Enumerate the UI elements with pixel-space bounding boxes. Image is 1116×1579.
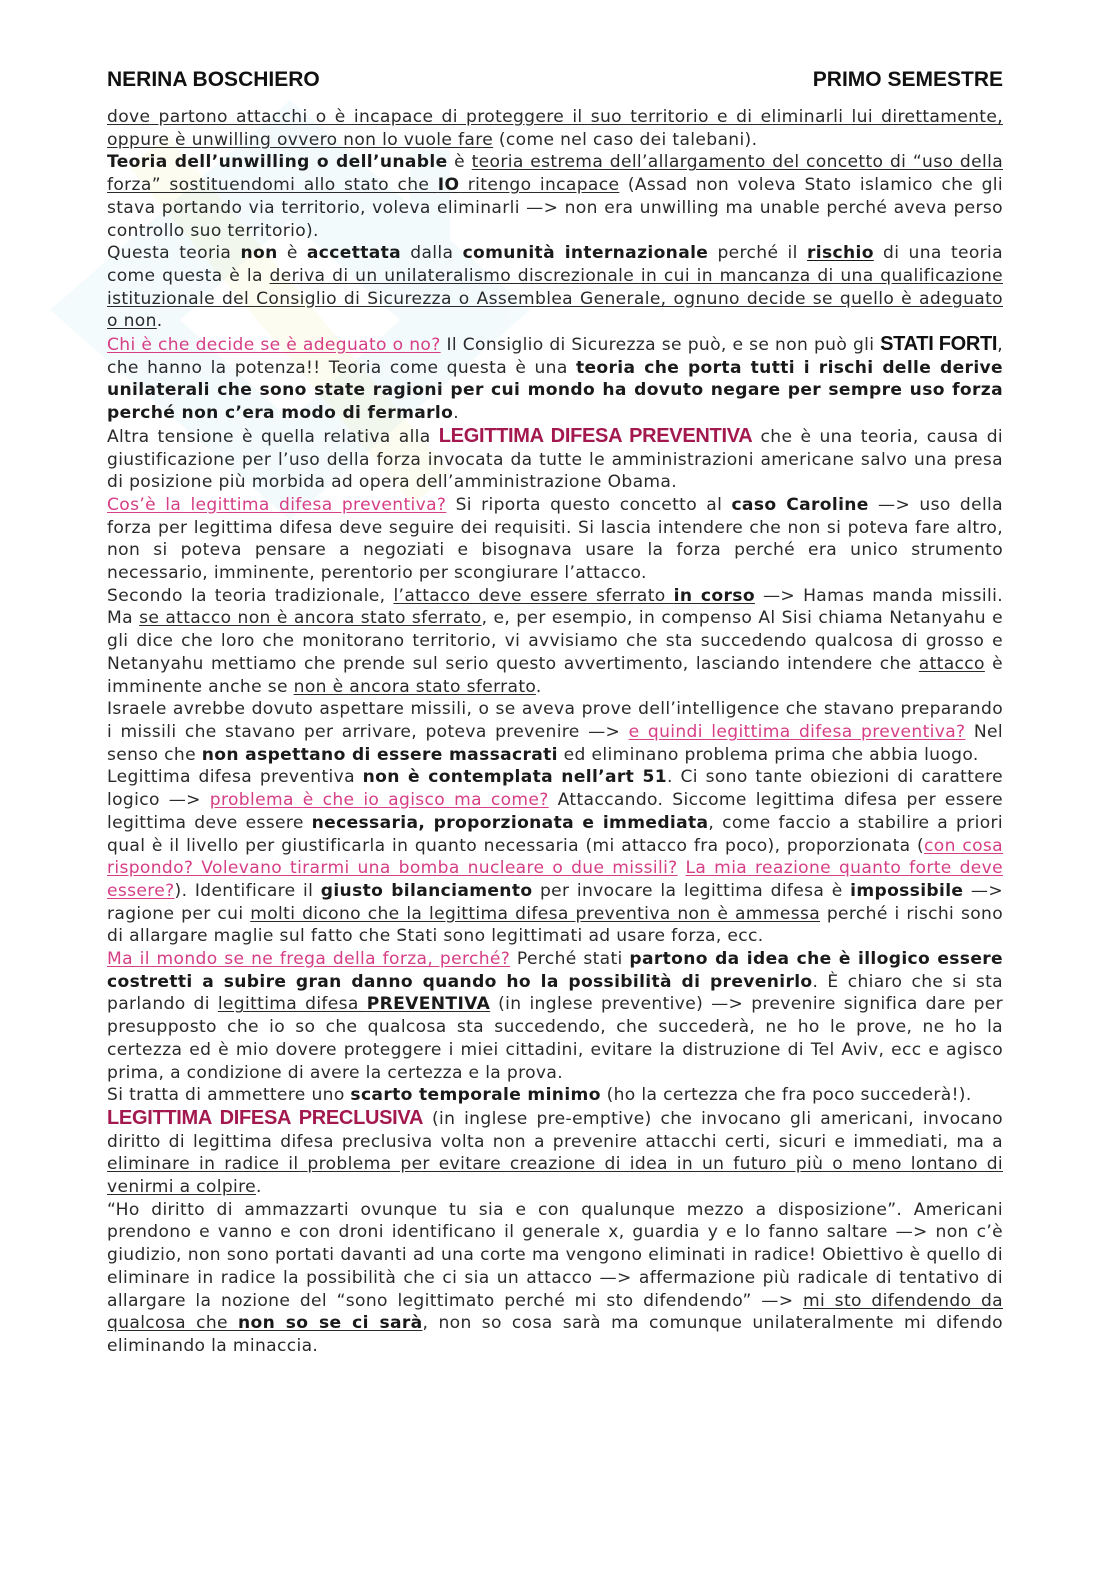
text: perché i rischi sono di allargare maglie sul fatto che Stati sono legittimati ad usare forza, ecc. [107,903,1003,947]
text: , non so cosa sarà ma comunque unilateralmente mi difendo eliminando la minaccia. [107,1313,1003,1356]
underlined-text [393,586,754,606]
bold-text: partono da idea che è illogico essere costretti a subire gran danno quando ho la possibilità di prevenirlo [107,949,1003,992]
text: per invocare la legittima difesa è [532,880,851,901]
underlined-text: eliminare in radice il problema per evitare creazione di idea in un futuro più o meno lontano di venirmi a colpire [107,1154,1003,1198]
pink-question: problema è che io agisco ma come? [209,790,549,811]
paragraph [107,151,1003,242]
underlined-text [218,994,490,1014]
text: ). Identificare il [174,880,321,901]
paragraph [107,333,1003,425]
text: è [277,243,307,264]
text: Attaccando. Siccome legittima difesa per essere legittima deve essere [107,790,1004,833]
bold-text: teoria che porta tutti i rischi delle derive unilaterali che sono state ragioni per cui mondo ha dovuto negare per sempre uso forza perché non c’era modo di fermarlo [107,357,1003,424]
text: ritengo incapace [459,175,620,196]
underlined-text: molti dicono che la legittima difesa preventiva non è ammessa [250,903,821,924]
underlined-text: attacco [918,653,985,674]
text: . [535,676,542,697]
semester-label: PRIMO SEMESTRE [812,68,1003,91]
bold-text: PREVENTIVA [366,994,491,1015]
paragraph [107,494,1003,585]
text: Altra tensione è quella relativa alla [107,426,439,447]
text: dalla [401,243,463,264]
text: . [453,403,459,424]
text: l’attacco deve essere sferrato [393,585,674,606]
text: di una teoria come questa è la [107,243,1003,286]
pink-question: Chi è che decide se è adeguato o no? [107,335,441,356]
text: Legittima difesa preventiva [107,767,363,788]
text: “Ho diritto di ammazzarti ovunque tu sia e con qualunque mezzo a disposizione”. Americani prendono e vanno e con droni identificano il generale x, guardia y e lo fanno saltare —> non c’è giudizio, non sono portati davanti ad una corte ma vengono eliminati in radice! Obiettivo è quello di eliminare in radice la possibilità che ci sia un attacco —> affermazione più radicale di tentativo di allargare la nozione del “sono legittimato perché mi sto difendendo” —> [107,1199,1003,1311]
paragraph [107,698,1003,766]
text: legittima difesa [217,994,367,1015]
text: Israele avrebbe dovuto aspettare missili, o se aveva prove dell’intelligence che stavano preparando i missili che stavano per arrivare, poteva prevenire —> [107,699,1003,742]
text: (ho la certezza che fra poco succederà!). [600,1085,972,1106]
bold-underlined-text: rischio [806,243,874,264]
bold-text: necessaria, proporzionata e immediata [311,812,709,833]
bold-text: comunità internazionale [462,243,709,264]
bold-text: scarto temporale minimo [350,1085,601,1106]
text: . Ci sono tante obiezioni di carattere logico —> [107,767,1003,811]
paragraph [107,948,1003,1084]
section-heading: LEGITTIMA DIFESA PREVENTIVA [438,424,753,447]
bold-text: giusto bilanciamento [320,880,533,901]
underlined-text: se attacco non è ancora stato sferrato [139,608,482,629]
paragraph [107,1199,1003,1358]
text: Il Consiglio di Sicurezza se può, e se non può gli [440,335,881,356]
text: (in inglese preventive) —> prevenire significa dare per presupposto che io so che qualcosa sta succedendo, che succederà, ne ho le prove, ne ho la certezza ed è mio dovere proteggere i miei cittadini, evitare la distruzione di Tel Aviv, ecc e agisco prima, a condizione di avere la certezza e la prova. [107,994,1004,1083]
paragraph [107,106,1003,151]
document-body [107,106,1003,1358]
pink-question: con cosa rispondo? Volevano tirarmi una bomba nucleare o due missili? [107,835,1003,879]
text: . [256,1177,262,1198]
page-header [107,68,1003,92]
text: mi sto difendendo da qualcosa che [107,1290,1004,1334]
author-name: NERINA BOSCHIERO [107,68,320,91]
text [678,858,686,878]
text: Si tratta di ammettere uno [107,1085,351,1106]
text: (Assad non voleva Stato islamico che gli stava portando via territorio, voleva eliminarli —> non era unwilling ma unable perché aveva perso controllo suo territorio). [107,175,1003,241]
text: , che hanno la potenza!! Teoria come questa è una [107,335,1003,378]
text: . È chiaro che si sta parlando di [107,971,1003,1015]
bold-text: non aspettano di essere massacrati [201,744,558,765]
bold-text: impossibile [850,880,964,901]
paragraph [107,242,1003,333]
bold-text: IO [437,175,460,196]
underlined-text: deriva di un unilateralismo discrezionale in cui in mancanza di una qualificazione istituzionale del Consiglio di Sicurezza o Assemblea Generale, ognuno decide se quello è adeguato o non [107,265,1004,332]
text: è [447,152,472,173]
text: Nel senso che [107,721,1003,765]
pink-question: e quindi legittima difesa preventiva? [628,721,966,742]
text: —> ragione per cui [107,880,1003,924]
text: teoria estrema dell’allargamento del concetto di “uso della forza” sostituendomi allo stato che [107,152,1004,196]
text: Perché stati [510,949,630,970]
text: —> Hamas manda missili. Ma [107,585,1003,629]
text: (in inglese pre-emptive) che invocano gli americani, invocano diritto di legittima difesa preclusiva volta non a prevenire attacchi certi, sicuri e immediati, ma a [107,1108,1003,1152]
paragraph [107,1084,1003,1107]
pink-question: La mia reazione quanto forte deve essere? [107,858,1003,901]
text: ed eliminano problema prima che abbia luogo. [557,744,979,765]
bold-text: caso Caroline [731,494,869,515]
text: è imminente anche se [107,653,1003,697]
text: che è una teoria, causa di giustificazione per l’uso della forza invocata da tutte le amministrazioni americane salvo una presa di posizione più morbida ad opera dell’amministrazione Obama. [107,426,1004,493]
paragraph [107,585,1003,699]
underlined-text: non è ancora stato sferrato [293,676,536,697]
text: . [156,311,163,332]
bold-text: non è contemplata nell’art 51 [362,767,667,788]
paragraph [107,1107,1003,1199]
text: Si riporta questo concetto al [446,494,732,515]
bold-text: in corso [673,585,755,606]
section-heading: LEGITTIMA DIFESA PRECLUSIVA [107,1106,424,1129]
pink-question: Ma il mondo se ne frega della forza, perché? [107,949,511,970]
text: Questa teoria [107,243,241,264]
paragraph [107,425,1003,494]
text: perché il [708,243,807,264]
bold-text: non so se ci sarà [238,1313,423,1334]
bold-text: Teoria dell’unwilling o dell’unable [107,152,448,173]
text: Secondo la teoria tradizionale, [107,585,394,606]
underlined-text: dove partono attacchi o è incapace di proteggere il suo territorio e di eliminarli lui direttamente, oppure è unwilling ovvero non lo vuole fare [107,107,1003,150]
text: —> uso della forza per legittima difesa deve seguire dei requisiti. Si lascia intendere che non si poteva fare altro, non si poteva pensare a negoziati e bisognava usare la forza perché era unico strumento necessario, imminente, perentorio per scongiurare l’attacco. [107,494,1003,584]
paragraph [107,766,1003,948]
bold-text: non [240,243,278,264]
text: (come nel caso dei talebani). [493,129,758,150]
text: , come faccio a stabilire a priori qual è il livello per giustificarla in quanto necessaria (mi attacco fra poco), proporzionata ( [107,812,1003,856]
highlight-heading: STATI FORTI [880,333,998,356]
pink-question: Cos’è la legittima difesa preventiva? [107,494,447,515]
bold-text: accettata [306,243,402,264]
text: , e, per esempio, in compenso Al Sisi chiama Netanyahu e gli dice che loro che monitorano territorio, vi avvisiamo che sta succedendo qualcosa di grosso e Netanyahu mettiamo che prende sul serio questo avvertimento, lasciando intendere che [107,608,1003,674]
